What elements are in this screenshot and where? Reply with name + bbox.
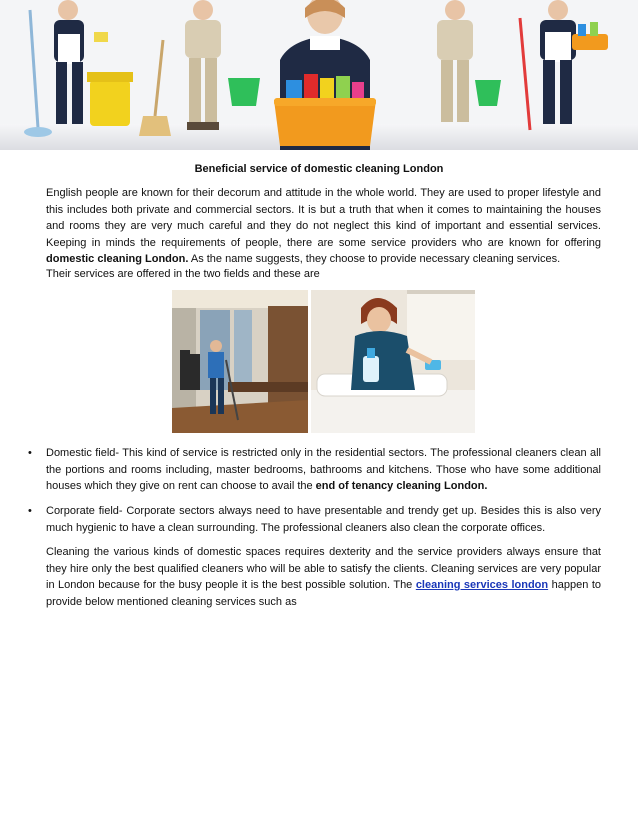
- cleaner-figure-4: [405, 0, 505, 150]
- cleaner-center-with-basket: [250, 0, 400, 150]
- office-cleaning-photo: [172, 290, 308, 433]
- bullet-icon: •: [28, 447, 32, 459]
- domestic-text: Domestic field- This kind of service is restricted only in the residential sectors. The professional cleaners clean all the portions and rooms including, master bedrooms, bathrooms and kitchens. Those who have some additional houses which they give on rent can choose to avail the: [46, 447, 601, 492]
- cleaner-figure-5: [500, 0, 630, 150]
- intro-text: English people are known for their decorum and attitude in the whole world. They are used to proper lifestyle and this includes both private and commercial sectors. It is but a truth that when it comes to maintaining the houses and rooms they are very much careful and they do not neglect this kind of important and essential services. Keeping in minds the requirements of people, there are some service providers who are known for offering: [46, 187, 601, 249]
- page-title: Beneficial service of domestic cleaning London: [194, 163, 444, 175]
- corporate-field-text: Corporate field- Corporate sectors always need to have presentable and trendy get up. Besides this is also very much hygienic to have a clean surrounding. The professional cleaners also clean the corporate offices.: [46, 505, 601, 534]
- bullet-corporate-field: [28, 503, 601, 536]
- bathroom-cleaning-photo: [311, 290, 475, 433]
- intro-bold-phrase: domestic cleaning London.: [46, 253, 189, 265]
- closing-paragraph: [46, 544, 601, 610]
- closing-text: Cleaning the various kinds of domestic spaces requires dexterity and the service providers always ensure that they hire only the best qualified cleaners who will be able to satisfy the clients. Cleaning services are very popular in London because for the busy people it is the best possible solution. The: [46, 546, 601, 591]
- domestic-bold-phrase: end of tenancy cleaning London.: [315, 480, 488, 492]
- bullet-icon: •: [28, 505, 32, 517]
- intro-paragraph: [46, 185, 601, 268]
- hero-cleaners-image: [0, 0, 638, 150]
- bullet-domestic-field: [28, 445, 601, 495]
- intro-tail: As the name suggests, they choose to provide necessary cleaning services.: [188, 253, 561, 265]
- closing-tail: happen to provide below mentioned cleaning services such as: [46, 579, 601, 608]
- domestic-field-text: [46, 445, 601, 495]
- fields-intro: Their services are offered in the two fields and these are: [46, 268, 320, 280]
- cleaning-services-london-link[interactable]: cleaning services london: [415, 579, 549, 591]
